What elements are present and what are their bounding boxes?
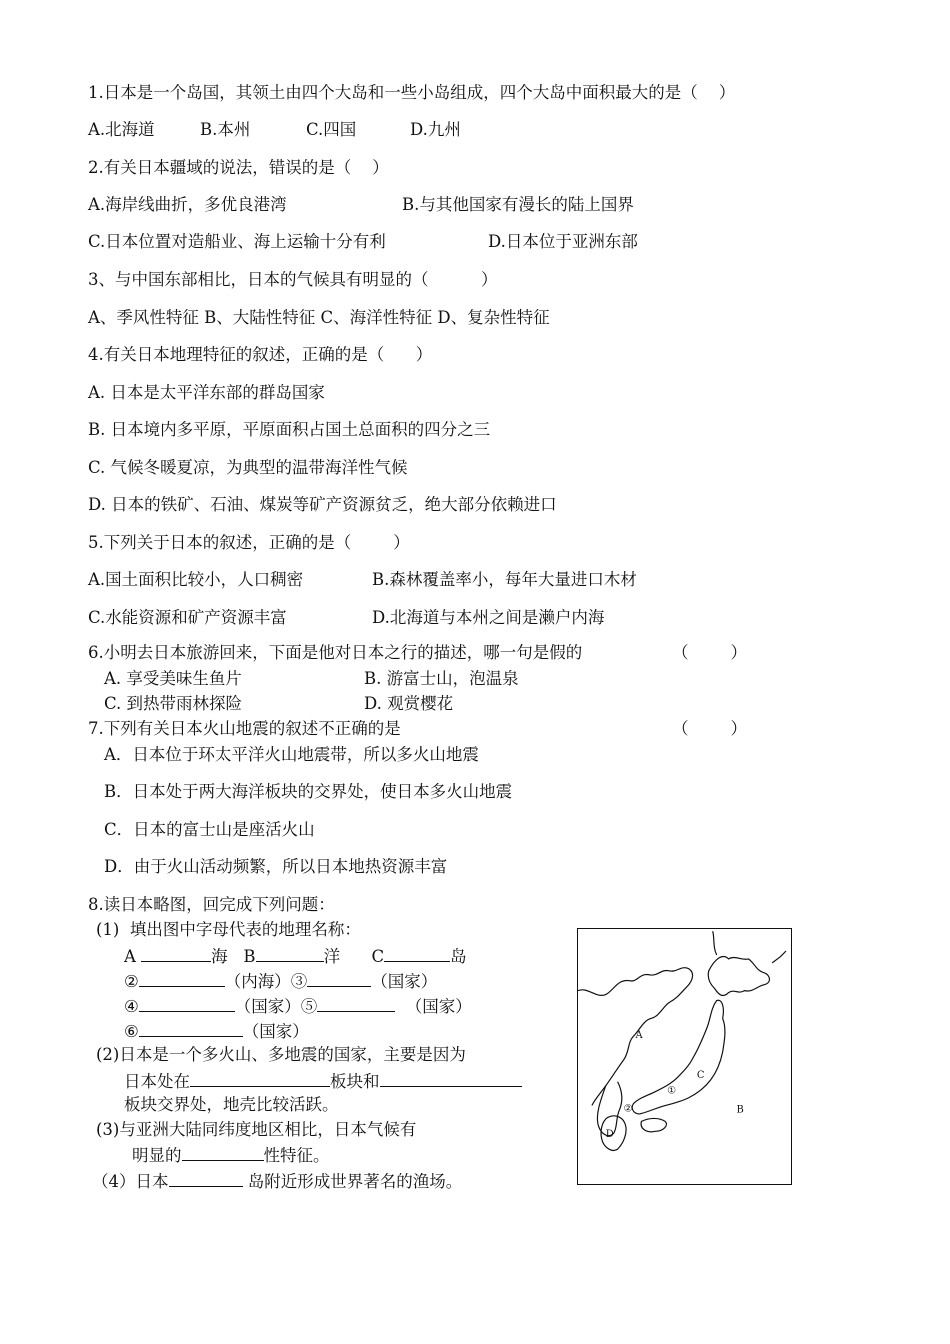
q8-part3-line2: [132, 1144, 330, 1166]
q1-option-c: C.四国: [306, 120, 357, 139]
q8-label-3: ③: [290, 972, 308, 991]
q3-stem: 3、与中国东部相比，日本的气候具有明显的（ ）: [88, 270, 498, 289]
q8-label-5: ⑤: [300, 997, 318, 1016]
q6-answer-paren: （ ）: [672, 643, 747, 662]
q6-option-a: A. 享受美味生鱼片: [104, 669, 242, 688]
q8-part4-text-b: 岛附近形成世界著名的渔场。: [247, 1172, 463, 1191]
q6-option-d: D. 观赏樱花: [364, 694, 454, 713]
q8-label-2: ②: [124, 972, 139, 991]
q8-part3-text-b: 性特征。: [263, 1146, 330, 1165]
q8-part4-text-a: （4）日本: [92, 1172, 169, 1191]
q8-blank-a[interactable]: [141, 945, 211, 962]
q1-option-d: D.九州: [410, 120, 461, 139]
q1-option-a: A.北海道: [88, 120, 155, 139]
q6-option-b: B. 游富士山，泡温泉: [364, 669, 519, 688]
q2-option-a: A.海岸线曲折，多优良港湾: [88, 195, 287, 214]
q6-stem: 6.小明去日本旅游回来，下面是他对日本之行的描述，哪一句是假的: [88, 643, 583, 662]
q7-option-c: C．日本的富士山是座活火山: [104, 820, 315, 839]
honshu-island: [632, 1000, 725, 1114]
q8-suffix-6: （国家）: [242, 1022, 309, 1041]
q7-option-d: D．由于火山活动频繁，所以日本地热资源丰富: [104, 857, 448, 876]
q8-part1-row2: [124, 970, 437, 992]
sakhalin-tip: [713, 931, 717, 955]
q7-answer-paren: （ ）: [672, 719, 747, 738]
q8-blank-plate1[interactable]: [190, 1070, 330, 1087]
q8-part1-row4: [124, 1020, 309, 1042]
q2-option-c: C.日本位置对造船业、海上运输十分有利: [88, 232, 386, 251]
q8-blank-2[interactable]: [139, 970, 225, 987]
q5-option-d: D.北海道与本州之间是濑户内海: [372, 608, 605, 627]
q8-label-c: C: [371, 947, 385, 966]
q8-stem: 8.读日本略图，回完成下列问题：: [88, 895, 335, 914]
q8-part2-line3: 板块交界处，地壳比较活跃。: [124, 1095, 339, 1114]
q8-part1-row1: [124, 945, 467, 967]
q8-blank-c[interactable]: [384, 945, 450, 962]
q8-blank-b[interactable]: [256, 945, 324, 962]
q7-option-b: B．日本处于两大海洋板块的交界处，使日本多火山地震: [104, 782, 513, 801]
q7-option-a: A．日本位于环太平洋火山地震带，所以多火山地震: [104, 745, 479, 764]
q8-label-b: B: [243, 947, 256, 966]
map-label-circle-2: ②: [623, 1103, 633, 1115]
q6-option-c: C. 到热带雨林探险: [104, 694, 243, 713]
q8-suffix-a: 海: [211, 947, 228, 966]
q2-option-d: D.日本位于亚洲东部: [488, 232, 638, 251]
q8-part3-text-a: 明显的: [132, 1146, 182, 1165]
q2-option-b: B.与其他国家有漫长的陆上国界: [402, 195, 634, 214]
q5-option-c: C.水能资源和矿产资源丰富: [88, 608, 287, 627]
q8-part2-text-b: 板块和: [330, 1072, 380, 1091]
japan-map-svg: [578, 929, 791, 1184]
q8-suffix-4: （国家）: [234, 997, 301, 1016]
q8-suffix-2: （内海）: [224, 972, 291, 991]
q5-option-a: A.国土面积比较小，人口稠密: [88, 570, 304, 589]
q8-suffix-5: （国家）: [405, 997, 472, 1016]
map-label-circle-1: ①: [667, 1085, 677, 1097]
map-label-c: C: [696, 1069, 705, 1081]
map-label-a: A: [635, 1030, 643, 1042]
q1-option-b: B.本州: [200, 120, 251, 139]
hokkaido-island: [708, 957, 769, 996]
q8-part1-row3: [124, 995, 472, 1017]
q8-label-6: ⑥: [124, 1022, 139, 1041]
q8-suffix-b: 洋: [323, 947, 341, 966]
q7-stem: 7.下列有关日本火山地震的叙述不正确的是: [88, 719, 401, 738]
q4-option-c: C. 气候冬暖夏凉，为典型的温带海洋性气候: [88, 458, 408, 477]
q8-blank-climate[interactable]: [182, 1144, 264, 1161]
map-label-b: B: [736, 1104, 744, 1116]
q8-part3-line1: (3)与亚洲大陆同纬度地区相比，日本气候有: [96, 1120, 417, 1139]
q8-blank-plate2[interactable]: [380, 1070, 522, 1087]
q8-blank-6[interactable]: [139, 1020, 243, 1037]
q4-option-a: A. 日本是太平洋东部的群岛国家: [88, 383, 325, 402]
q8-blank-island[interactable]: [169, 1170, 243, 1187]
shikoku-island: [641, 1118, 666, 1131]
q2-stem: 2.有关日本疆域的说法，错误的是（ ）: [88, 158, 389, 177]
q8-label-4: ④: [124, 997, 139, 1016]
q4-option-d: D. 日本的铁矿、石油、煤炭等矿产资源贫乏，绝大部分依赖进口: [88, 495, 557, 514]
q4-option-b: B. 日本境内多平原，平原面积占国土总面积的四分之三: [88, 420, 491, 439]
q1-stem: 1.日本是一个岛国，其领土由四个大岛和一些小岛组成，四个大岛中面积最大的是（ ）: [88, 83, 736, 102]
q4-stem: 4.有关日本地理特征的叙述，正确的是（ ）: [88, 345, 433, 364]
q8-suffix-c: 岛: [450, 947, 467, 966]
q8-part2-line1: (2)日本是一个多火山、多地震的国家，主要是因为: [96, 1045, 466, 1064]
q8-part4-line: [92, 1170, 462, 1192]
map-label-d: D: [605, 1129, 614, 1141]
kuril-islands: [772, 951, 786, 963]
q8-part1-prompt: (1) 填出图中字母代表的地理名称：: [96, 920, 361, 939]
japan-map: [577, 928, 792, 1185]
q8-label-a: A: [124, 947, 136, 966]
q8-blank-4[interactable]: [139, 995, 235, 1012]
q8-part2-text-a: 日本处在: [124, 1072, 190, 1091]
q8-blank-3[interactable]: [307, 970, 371, 987]
q8-part2-line2: [124, 1070, 522, 1092]
q5-option-b: B.森林覆盖率小，每年大量进口木材: [372, 570, 637, 589]
q8-suffix-3: （国家）: [371, 972, 438, 991]
q3-options: A、季风性特征 B、大陆性特征 C、海洋性特征 D、复杂性特征: [88, 308, 550, 327]
q5-stem: 5.下列关于日本的叙述，正确的是（ ）: [88, 533, 410, 552]
q8-blank-5[interactable]: [317, 995, 395, 1012]
